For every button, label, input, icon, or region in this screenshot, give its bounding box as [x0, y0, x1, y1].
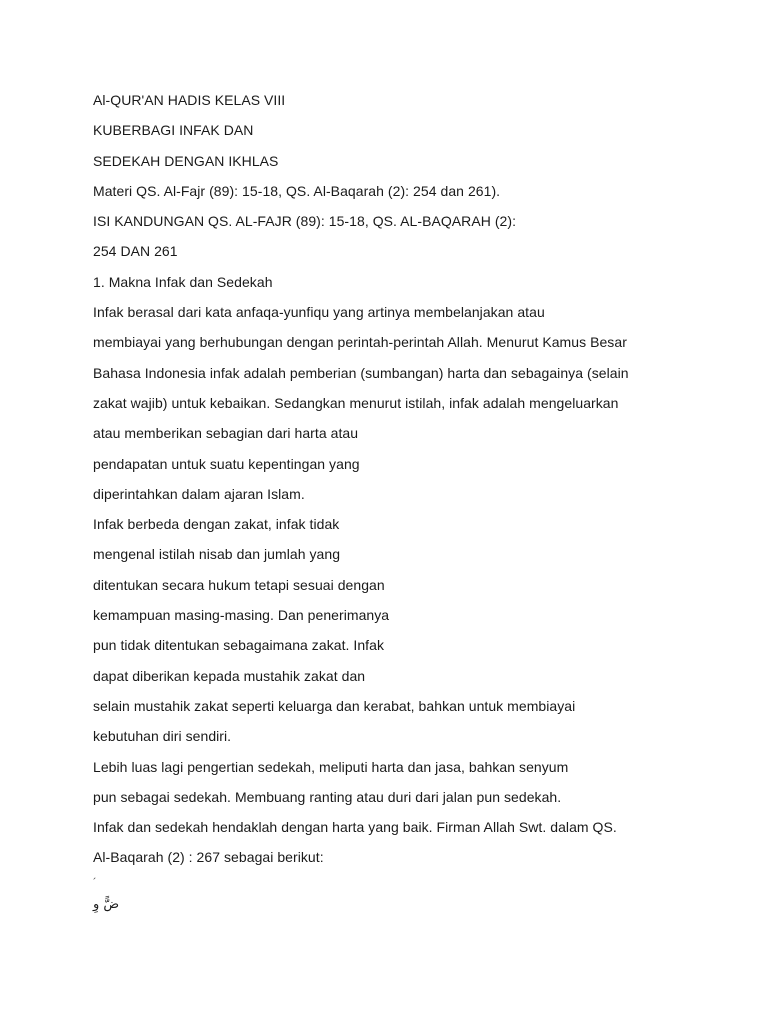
arabic-text-fragment: ضًّ وِ	[93, 896, 120, 912]
paragraph-line: pun tidak ditentukan sebagaimana zakat. Infak	[93, 637, 384, 654]
doc-materi-line: Materi QS. Al-Fajr (89): 15-18, QS. Al-Baqarah (2): 254 dan 261).	[93, 182, 501, 199]
paragraph-line: kebutuhan diri sendiri.	[93, 728, 232, 745]
paragraph-line: Bahasa Indonesia infak adalah pemberian (sumbangan) harta dan sebagainya (selain	[93, 364, 629, 381]
paragraph-line: dapat diberikan kepada mustahik zakat dan	[93, 667, 366, 684]
paragraph-line: membiayai yang berhubungan dengan perintah-perintah Allah. Menurut Kamus Besar	[93, 334, 627, 351]
accent-mark: ´	[93, 876, 97, 889]
paragraph-line: selain mustahik zakat seperti keluarga dan kerabat, bahkan untuk membiayai	[93, 697, 576, 714]
doc-title-chapter-line-2: SEDEKAH DENGAN IKHLAS	[93, 152, 279, 169]
doc-title-subject: Al-QUR'AN HADIS KELAS VIII	[93, 92, 286, 108]
paragraph-line: Infak berasal dari kata anfaqa-yunfiqu yang artinya membelanjakan atau	[93, 304, 545, 321]
paragraph-line: Infak berbeda dengan zakat, infak tidak	[93, 516, 340, 533]
paragraph-line: Infak dan sedekah hendaklah dengan harta yang baik. Firman Allah Swt. dalam QS.	[93, 819, 617, 836]
paragraph-line: kemampuan masing-masing. Dan penerimanya	[93, 607, 390, 624]
paragraph-line: diperintahkan dalam ajaran Islam.	[93, 485, 305, 502]
doc-subheading: 1. Makna Infak dan Sedekah	[93, 273, 273, 290]
paragraph-line: ditentukan secara hukum tetapi sesuai dengan	[93, 576, 385, 593]
doc-section-heading-line-1: ISI KANDUNGAN QS. AL-FAJR (89): 15-18, QS. AL-BAQARAH (2):	[93, 213, 517, 230]
paragraph-line: atau memberikan sebagian dari harta atau	[93, 425, 359, 442]
doc-title-chapter-line-1: KUBERBAGI INFAK DAN	[93, 122, 254, 139]
paragraph-line: pun sebagai sedekah. Membuang ranting atau duri dari jalan pun sedekah.	[93, 788, 562, 805]
paragraph-line: zakat wajib) untuk kebaikan. Sedangkan menurut istilah, infak adalah mengeluarkan	[93, 394, 619, 411]
paragraph-line: mengenal istilah nisab dan jumlah yang	[93, 546, 341, 563]
document-page	[93, 85, 733, 917]
paragraph-line: pendapatan untuk suatu kepentingan yang	[93, 455, 360, 472]
doc-section-heading-line-2: 254 DAN 261	[93, 243, 178, 260]
paragraph-line: Al-Baqarah (2) : 267 sebagai berikut:	[93, 849, 324, 866]
paragraph-line: Lebih luas lagi pengertian sedekah, meliputi harta dan jasa, bahkan senyum	[93, 758, 569, 775]
